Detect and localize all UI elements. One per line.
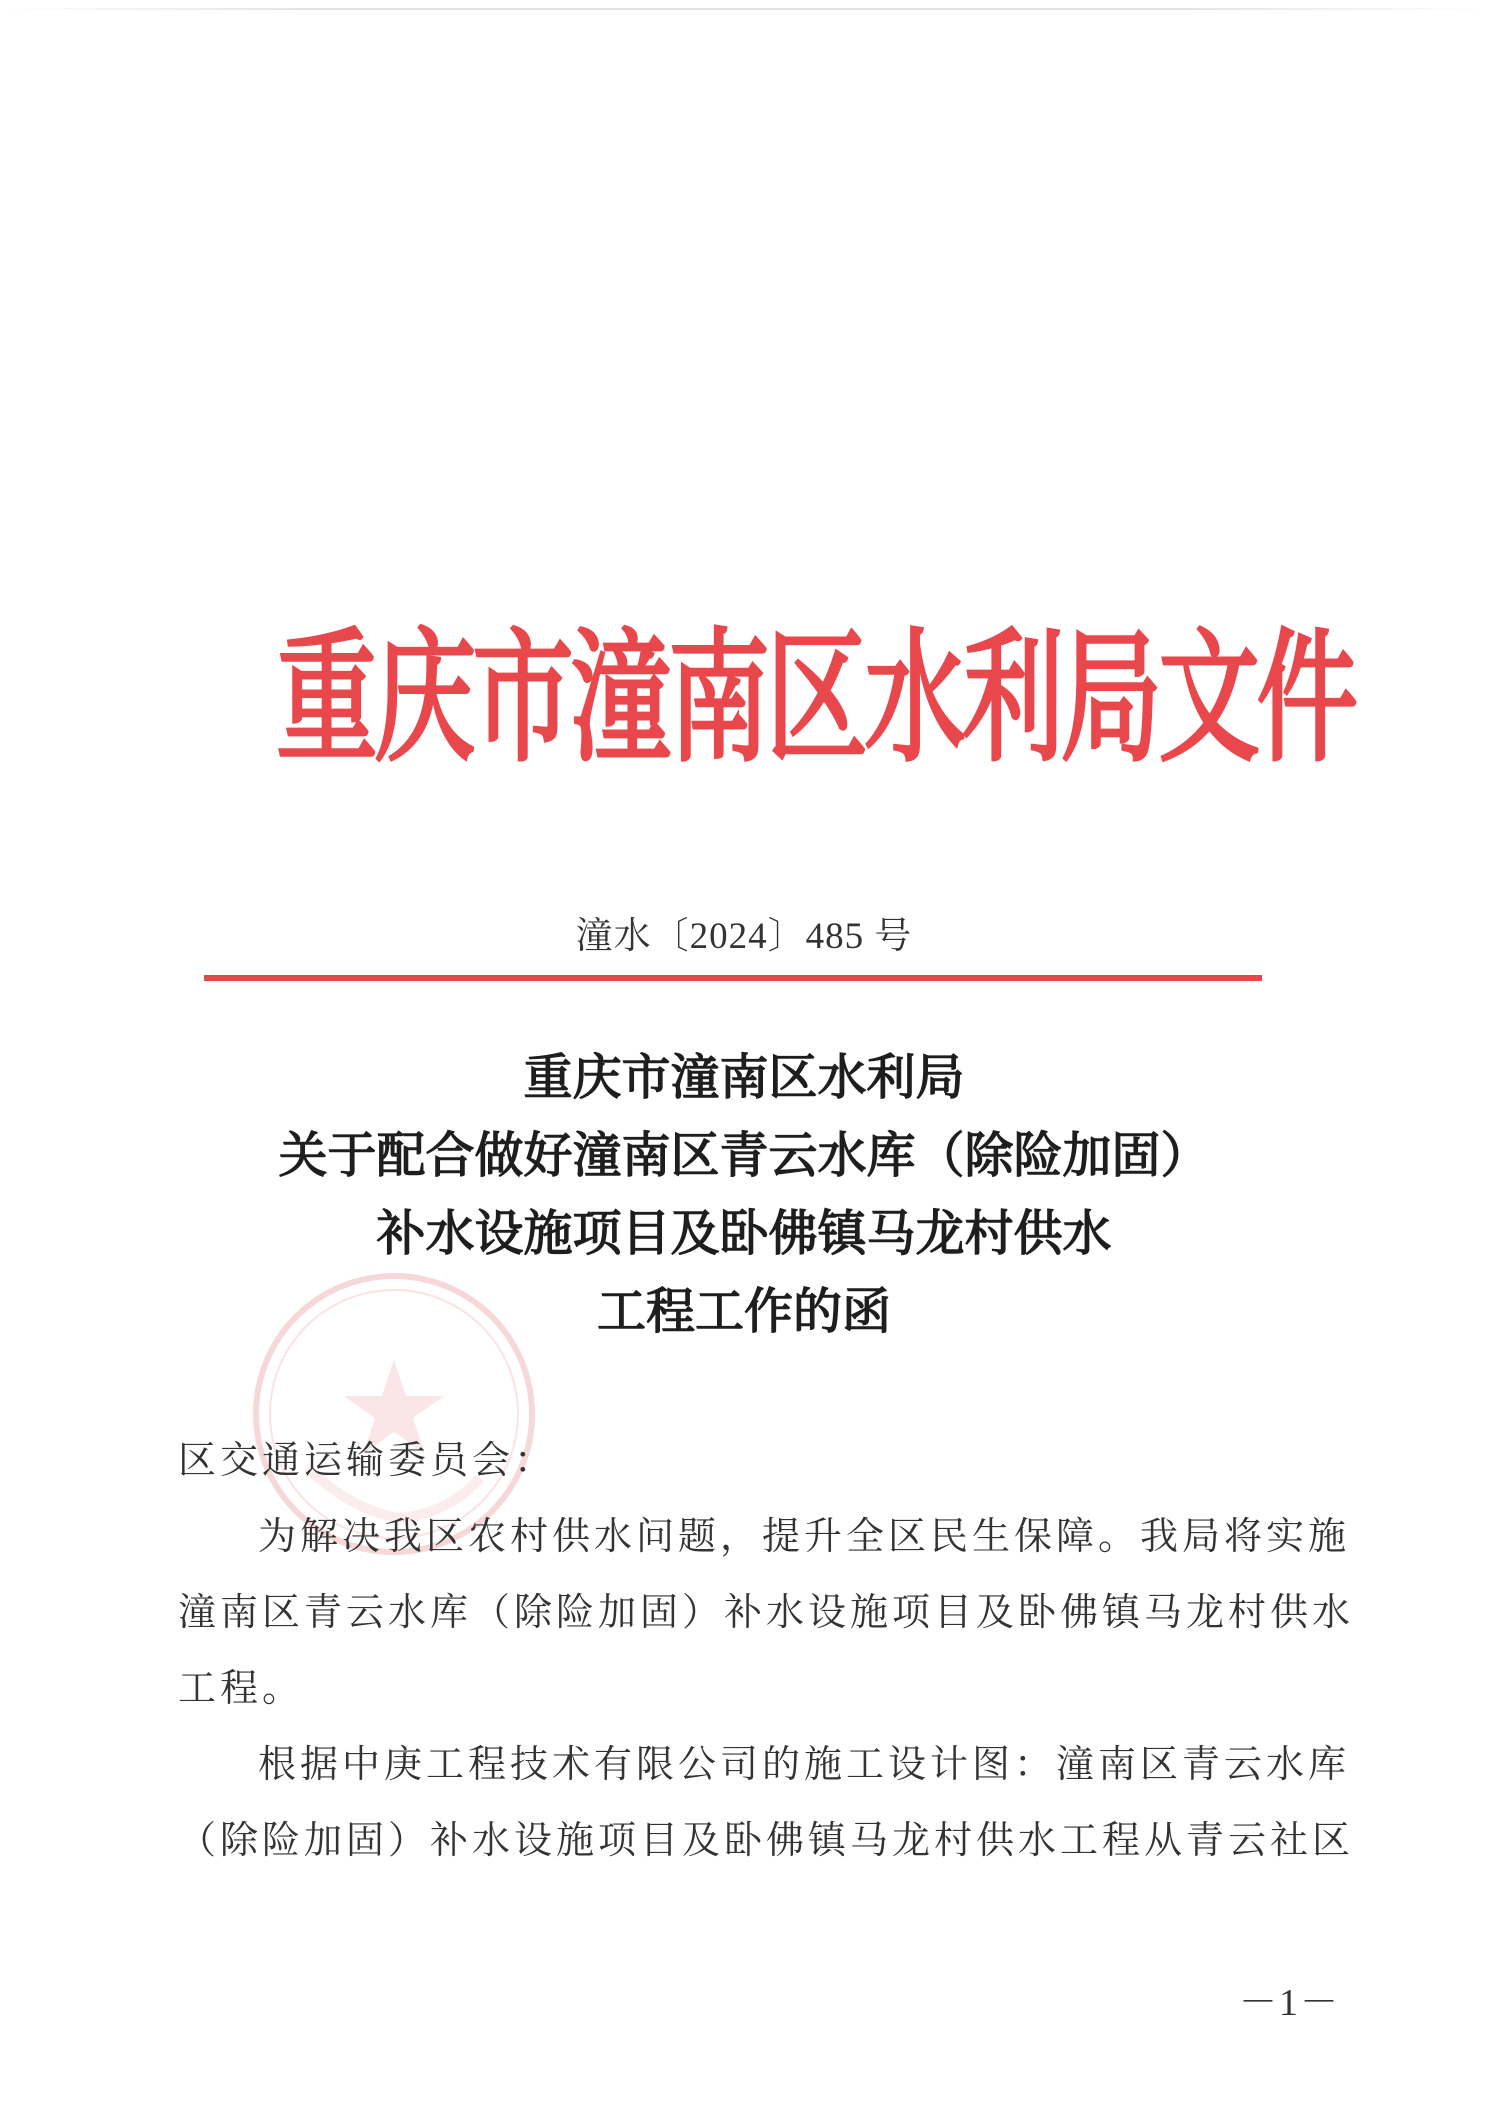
document-number: 潼水〔2024〕485 号 — [575, 916, 913, 957]
body-paragraph — [178, 1498, 1355, 1726]
paragraph-line: 为解决我区农村供水问题，提升全区民生保障。我局将实施 — [258, 1514, 1351, 1558]
body-paragraph — [178, 1726, 1355, 1878]
scan-edge-line — [0, 8, 1488, 10]
paragraph-line: 工程。 — [178, 1666, 305, 1710]
subject-line: 工程工作的函 — [596, 1282, 891, 1340]
page-number: －1－ — [1238, 1982, 1340, 2024]
subject-line: 关于配合做好潼南区青云水库（除险加固） — [278, 1126, 1210, 1184]
subject-line: 补水设施项目及卧佛镇马龙村供水 — [376, 1204, 1112, 1262]
document-subject — [0, 1038, 1488, 1350]
subject-line: 重庆市潼南区水利局 — [523, 1048, 965, 1106]
red-separator-rule — [204, 975, 1262, 981]
paragraph-line: 根据中庚工程技术有限公司的施工设计图：潼南区青云水库 — [258, 1742, 1351, 1786]
paragraph-line: （除险加固）补水设施项目及卧佛镇马龙村供水工程从青云社区 — [178, 1818, 1355, 1862]
paragraph-line: 潼南区青云水库（除险加固）补水设施项目及卧佛镇马龙村供水 — [178, 1590, 1355, 1634]
salutation: 区交通运输委员会： — [178, 1438, 557, 1482]
issuing-authority-header: 重庆市潼南区水利局文件 — [276, 612, 1355, 783]
